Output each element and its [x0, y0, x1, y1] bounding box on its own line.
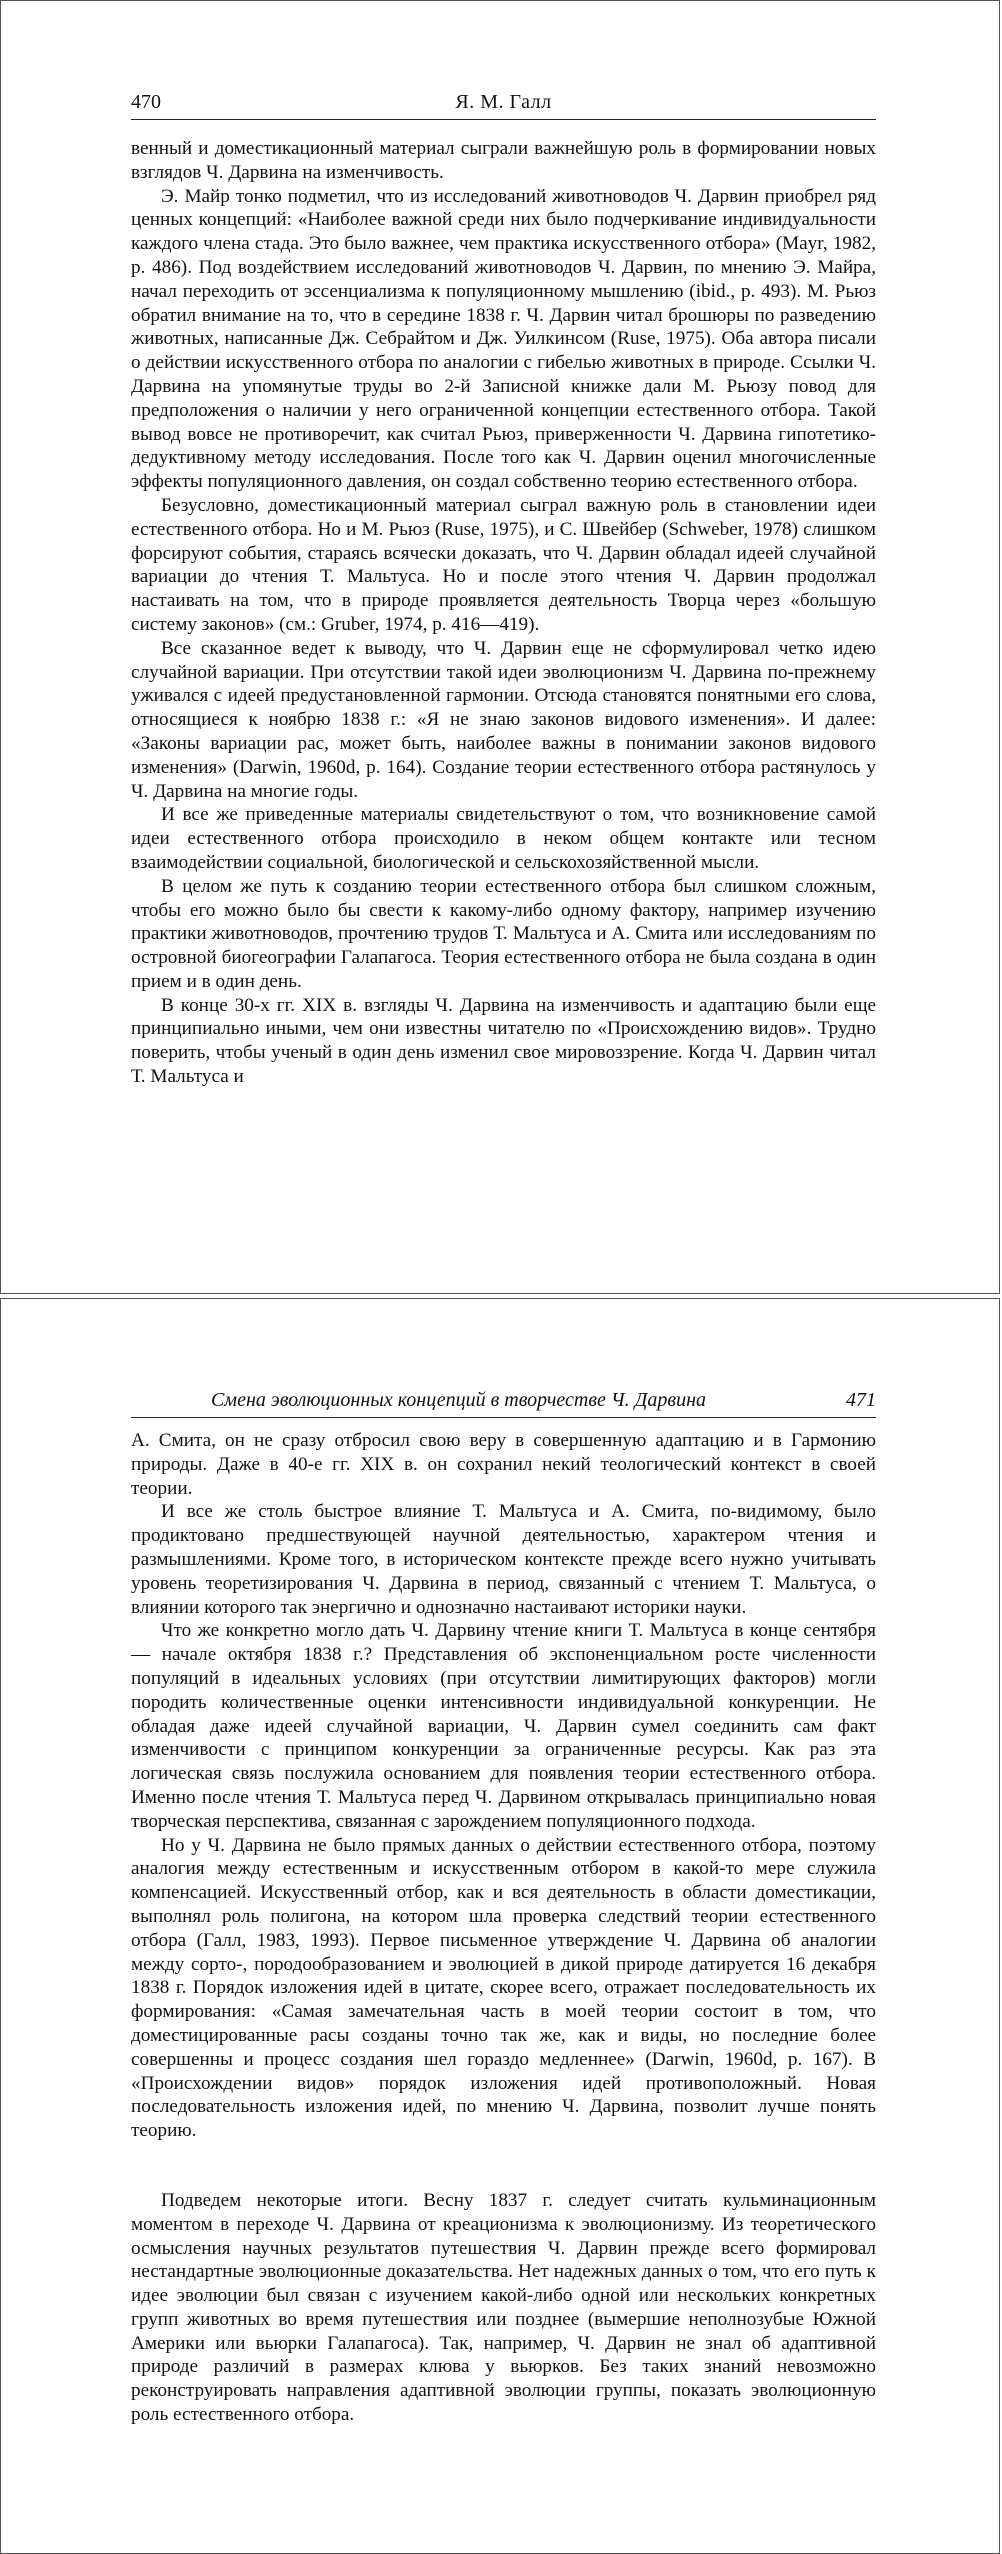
page-body: [131, 1429, 876, 2427]
paragraph: Все сказанное ведет к выводу, что Ч. Дарвин еще не сформулировал четко идею случайной вариации. При отсутствии такой идеи эволюционизм Ч. Дарвина по-прежнему уживался с идеей предустановленной гармонии. Отсюда становятся понятными его слова, относящиеся к ноябрю 1838 г.: «Я не знаю законов видового изменения». И далее: «Законы вариации рас, может быть, наиболее важны в понимании законов видового изменения» (Darwin, 1960d, p. 164). Создание теории естественного отбора растянулось у Ч. Дарвина на многие годы.: [131, 637, 876, 802]
paragraph: Э. Майр тонко подметил, что из исследований животноводов Ч. Дарвин приобрел ряд ценных концепций: «Наиболее важной среди них было подчеркивание индивидуальности каждого члена стада. Это было важнее, чем практика искусственного отбора» (Mayr, 1982, p. 486). Под воздействием исследований животноводов Ч. Дарвин, по мнению Э. Майра, начал переходить от эссенциализма к популяционному мышлению (ibid., p. 493). М. Рьюз обратил внимание на то, что в середине 1838 г. Ч. Дарвин читал брошюры по разведению животных, написанные Дж. Себрайтом и Дж. Уилкинсом (Ruse, 1975). Оба автора писали о действии искусственного отбора по аналогии с гибелью животных в природе. Ссылки Ч. Дарвина на упомянутые труды во 2-й Записной книжке дали М. Рьюзу повод для предположения о наличии у него ограниченной концепции естественного отбора. Такой вывод вовсе не противоречит, как считал Рьюз, приверженности Ч. Дарвина гипотетико-дедуктивному методу исследования. После того как Ч. Дарвин оценил многочисленные эффекты популяционного давления, он создал собственно теорию естественного отбора.: [131, 185, 876, 493]
running-header: [131, 85, 876, 120]
page-number: 471: [846, 1389, 876, 1411]
running-title: Я. М. Галл: [455, 91, 552, 113]
paragraph: венный и доместикационный материал сыграли важнейшую роль в формировании новых взглядов Ч. Дарвина на изменчивость.: [131, 138, 876, 183]
paragraph: В целом же путь к созданию теории естественного отбора был слишком сложным, чтобы его можно было бы свести к какому-либо одному фактору, например изучению практики животноводов, прочтению трудов Т. Мальтуса и А. Смита или исследованиям по островной биогеографии Галапагоса. Теория естественного отбора не была создана в один прием и в один день.: [131, 875, 876, 992]
paragraph: А. Смита, он не сразу отбросил свою веру в совершенную адаптацию и в Гармонию природы. Даже в 40-е гг. XIX в. он сохранил некий теологический контекст в своей теории.: [131, 1430, 876, 1499]
paragraph: В конце 30-х гг. XIX в. взгляды Ч. Дарвина на изменчивость и адаптацию были еще принципиально иными, чем они известны читателю по «Происхождению видов». Трудно поверить, чтобы ученый в один день изменил свое мировоззрение. Когда Ч. Дарвин читал Т. Мальтуса и: [131, 994, 876, 1088]
paragraph: И все же приведенные материалы свидетельствуют о том, что возникновение самой идеи естественного отбора происходило в неком общем контакте или тесном взаимодействии социальной, биологической и сельскохозяйственной мысли.: [131, 804, 876, 873]
paragraph: Безусловно, доместикационный материал сыграл важную роль в становлении идеи естественного отбора. Но и М. Рьюз (Ruse, 1975), и С. Швейбер (Schweber, 1978) слишком форсируют события, стараясь всячески доказать, что Ч. Дарвин обладал идеей случайной вариации до чтения Т. Мальтуса. Но и после этого чтения Ч. Дарвин продолжал настаивать на том, что в природе проявляется деятельность Творца через «большую систему законов» (см.: Gruber, 1974, p. 416—419).: [131, 494, 876, 635]
paragraph: Подведем некоторые итоги. Весну 1837 г. следует считать кульминационным моментом в переходе Ч. Дарвина от креационизма к эволюционизму. Из теоретического осмысления научных результатов путешествия Ч. Дарвин прежде всего формировал нестандартные эволюционные доказательства. Нет надежных данных о том, что его путь к идее эволюции был связан с изучением какой-либо одной или нескольких конкретных групп животных во время путешествия или позднее (вымершие неполнозубые Южной Америки или вьюрки Галапагоса). Так, например, Ч. Дарвин не знал об адаптивной природе различий в размерах клюва у вьюрков. Без таких знаний невозможно реконструировать направления адаптивной эволюции группы, показать эволюционную роль естественного отбора.: [131, 2189, 876, 2426]
page-471: [0, 1298, 1000, 2554]
running-header: [131, 1383, 876, 1418]
page-number: 470: [131, 91, 161, 113]
paragraph: Что же конкретно могло дать Ч. Дарвину чтение книги Т. Мальтуса в конце сентября — начале октября 1838 г.? Представления об экспоненциальном росте численности популяций в идеальных условиях (при отсутствии лимитирующих факторов) могли породить количественные оценки интенсивности индивидуальной конкуренции. Не обладая даже идеей случайной вариации, Ч. Дарвин сумел соединить сам факт изменчивости с принципом конкуренции за ограниченные ресурсы. Как раз эта логическая связь послужила основанием для появления теории естественного отбора. Именно после чтения Т. Мальтуса перед Ч. Дарвином открывалась принципиально новая творческая перспектива, связанная с зарождением популяционного подхода.: [131, 1620, 876, 1832]
page-body: [131, 137, 876, 1089]
running-title: Смена эволюционных концепций в творчестве Ч. Дарвина: [210, 1389, 707, 1411]
paragraph: Но у Ч. Дарвина не было прямых данных о действии естественного отбора, поэтому аналогия между естественным и искусственным отбором в какой-то мере служила компенсацией. Искусственный отбор, как и вся деятельность в области доместикации, выполнял роль полигона, на котором шла проверка следствий теории естественного отбора (Галл, 1983, 1993). Первое письменное утверждение Ч. Дарвина об аналогии между сорто-, породообразованием и эволюцией в дикой природе датируется 16 декабря 1838 г. Порядок изложения идей в цитате, скорее всего, отражает последовательность их формирования: «Самая замечательная часть в моей теории состоит в том, что доместицированные расы созданы точно так же, как и виды, но последние более совершенны и процесс создания шел гораздо медленнее» (Darwin, 1960d, p. 167). В «Происхождении видов» порядок изложения идей противоположный. Новая последовательность изложения идей, по мнению Ч. Дарвина, позволит лучше понять теорию.: [131, 1834, 876, 2142]
paragraph: И все же столь быстрое влияние Т. Мальтуса и А. Смита, по-видимому, было продиктовано предшествующей научной деятельностью, характером чтения и размышлениями. Кроме того, в историческом контексте прежде всего нужно учитывать уровень теоретизирования Ч. Дарвина в период, связанный с чтением Т. Мальтуса, о влиянии которого так энергично и однозначно настаивают историки науки.: [131, 1501, 876, 1618]
